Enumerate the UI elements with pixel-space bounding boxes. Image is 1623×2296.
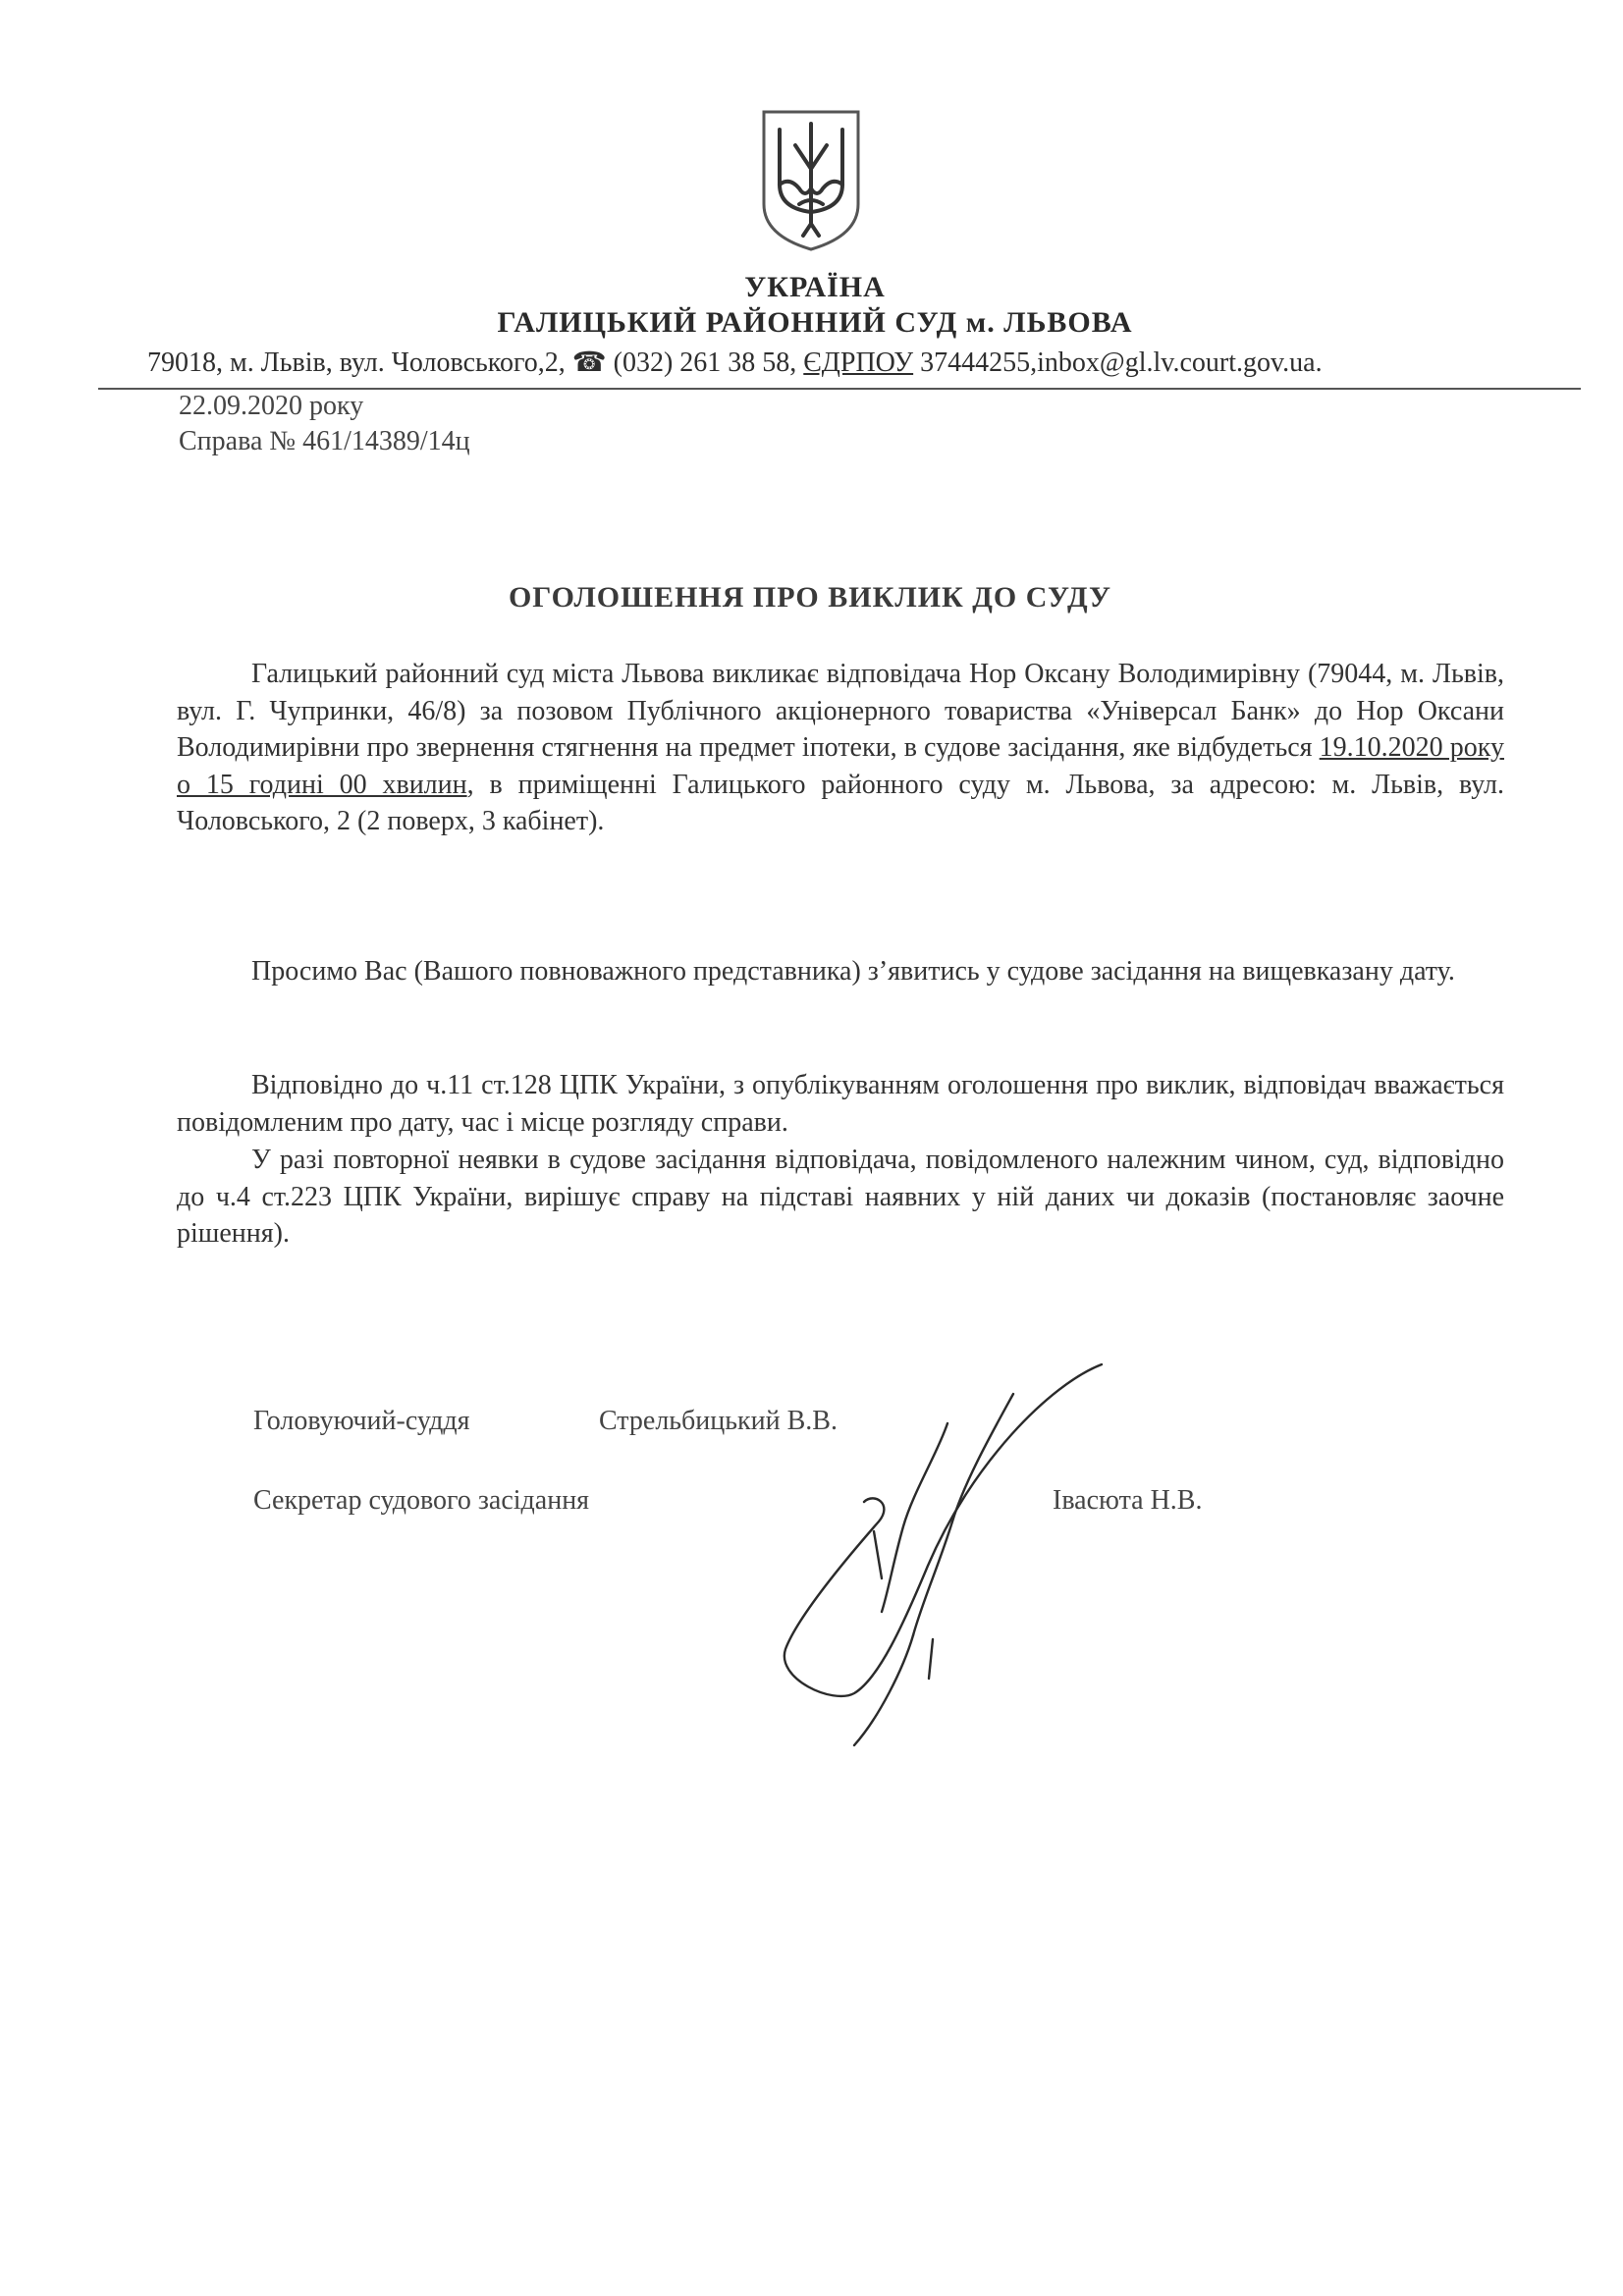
- notification-text: Відповідно до ч.11 ст.128 ЦПК України, з опублікуванням оголошення про виклик, відповідач вважається повідомленим про дату, час і місце розгляду справи.: [177, 1070, 1504, 1138]
- court-name: ГАЛИЦЬКИЙ РАЙОННИЙ СУД м. ЛЬВОВА: [497, 306, 1133, 339]
- header-divider: [98, 388, 1581, 390]
- handwritten-signature-icon: [756, 1355, 1109, 1747]
- paragraph-request: [177, 953, 1504, 990]
- edrpou-label: ЄДРПОУ: [803, 347, 914, 378]
- judge-name: Стрельбицький В.В.: [599, 1406, 838, 1436]
- edrpou-email: 37444255,inbox@gl.lv.court.gov.ua.: [920, 347, 1323, 378]
- secretary-name: Івасюта Н.В.: [1053, 1485, 1203, 1516]
- paragraph-notification: [177, 1067, 1504, 1141]
- court-phone: (032) 261 38 58,: [613, 347, 797, 378]
- paragraph-summons: [177, 656, 1504, 840]
- summons-text-end: , в приміщенні Галицького районного суду м. Львова, за адресою: м. Львів, вул. Чоловського, 2 (2 поверх, 3 кабінет).: [177, 769, 1504, 836]
- country-title: УКРАЇНА: [744, 271, 886, 303]
- summons-text-start: Галицький районний суд міста Львова викликає відповідача Нор Оксану Володимирівну (79044, м. Львів, вул. Г. Чупринки, 46/8) за позовом Публічного акціонерного товариства «Універсал Банк» до Нор Оксани Володимирівни про звернення стягнення на предмет іпотеки, в судове засідання, яке відбудеться: [177, 659, 1504, 763]
- case-number: Справа № 461/14389/14ц: [179, 426, 470, 456]
- notice-title: ОГОЛОШЕННЯ ПРО ВИКЛИК ДО СУДУ: [508, 581, 1112, 614]
- hearing-datetime: 19.10.2020 року о 15 годині 00 хвилин: [177, 732, 1504, 800]
- court-address: 79018, м. Львів, вул. Чоловського,2,: [147, 347, 566, 378]
- court-contacts: [147, 346, 1561, 379]
- request-text: Просимо Вас (Вашого повноважного представника) з’явитись у судове засідання на вищевказану дату.: [251, 956, 1455, 987]
- document-date: 22.09.2020 року: [179, 391, 364, 421]
- secretary-role: Секретар судового засідання: [253, 1485, 590, 1516]
- default-judgment-text: У разі повторної неявки в судове засідання відповідача, повідомленого належним чином, суд, відповідно до ч.4 ст.223 ЦПК України, вирішує справу на підставі наявних у ній даних чи доказів (постановляє заочне рішення).: [177, 1145, 1504, 1249]
- trident-emblem-icon: [756, 106, 866, 253]
- telephone-icon: ☎: [571, 347, 607, 378]
- judge-role: Головуючий-суддя: [253, 1406, 470, 1436]
- paragraph-default-judgment: [177, 1142, 1504, 1253]
